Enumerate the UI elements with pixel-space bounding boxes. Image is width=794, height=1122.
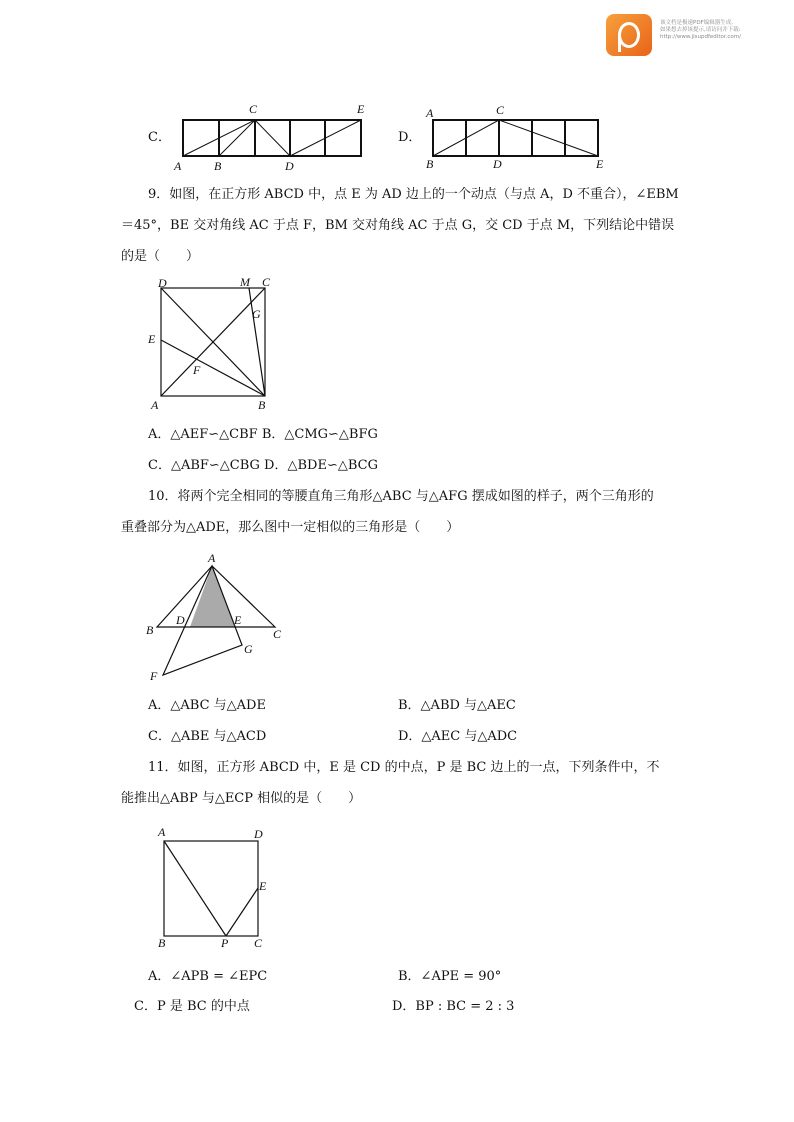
point-label: A xyxy=(158,825,166,839)
segment-bc xyxy=(219,120,255,156)
notice-line: 如果想去掉该提示,请访问并下载: xyxy=(660,27,741,33)
point-label: B xyxy=(158,936,166,950)
point-label: F xyxy=(150,669,158,683)
grid-outline xyxy=(433,120,598,156)
point-label: D xyxy=(493,157,502,171)
q11-text-line: 能推出△ABP 与△ECP 相似的是（ ） xyxy=(121,791,362,806)
q9-option-row: A．△AEF∽△CBF B．△CMG∽△BFG xyxy=(148,427,378,442)
point-label: B xyxy=(258,398,266,412)
q11-text-line: 11．如图，正方形 ABCD 中，E 是 CD 的中点，P 是 BC 边上的一点，下列条件中，不 xyxy=(148,760,660,775)
q10-text-line: 10．将两个完全相同的等腰直角三角形△ABC 与△AFG 摆成如图的样子，两个三角形的 xyxy=(148,489,654,504)
q11-option: A．∠APB = ∠EPC xyxy=(148,969,268,984)
q10-text-line: 重叠部分为△ADE，那么图中一定相似的三角形是（ ） xyxy=(121,520,460,535)
q8-figure-c xyxy=(170,98,370,174)
editor-notice xyxy=(660,20,741,41)
q10-option: D．△AEC 与△ADC xyxy=(398,729,518,744)
point-label: G xyxy=(244,642,253,656)
point-label: F xyxy=(193,363,201,377)
point-label: A xyxy=(426,106,434,120)
segment-ce xyxy=(499,120,598,156)
notice-line: http://www.jisupdfeditor.com/ xyxy=(660,34,741,40)
point-label: C xyxy=(496,103,505,117)
pdf-editor-logo xyxy=(606,14,652,56)
point-label: E xyxy=(234,613,242,627)
q9-text-line: 的是（ ） xyxy=(121,249,200,264)
shaded-triangle-ade xyxy=(190,566,235,627)
point-label: A xyxy=(151,398,159,412)
q9-text-line: 9．如图，在正方形 ABCD 中，点 E 为 AD 边上的一个动点（与点 A，D 不重合），∠EBM xyxy=(148,187,679,202)
point-label: M xyxy=(240,275,250,289)
point-label: B xyxy=(426,157,434,171)
point-label: D xyxy=(158,276,167,290)
point-label: A xyxy=(174,159,182,173)
segment-eb xyxy=(161,340,265,396)
point-label: E xyxy=(259,879,267,893)
point-label: E xyxy=(596,157,604,171)
square-abcd xyxy=(164,841,258,936)
q10-option: A．△ABC 与△ADE xyxy=(148,698,266,713)
point-label: D xyxy=(254,827,263,841)
point-label: C xyxy=(262,275,271,289)
q10-figure xyxy=(140,548,300,686)
q9-option-row: C．△ABF∽△CBG D．△BDE∽△BCG xyxy=(148,458,378,473)
point-label: C xyxy=(273,627,282,641)
q8-option-d-label: D． xyxy=(398,130,422,145)
point-label: C xyxy=(249,102,258,116)
q11-figure xyxy=(150,820,280,954)
q11-option: D．BP : BC = 2 : 3 xyxy=(392,999,515,1014)
point-label: D xyxy=(176,613,185,627)
segment-mb xyxy=(249,288,265,396)
q8-figure-d xyxy=(420,98,620,174)
notice-line: 该文档是极速PDF编辑器生成, xyxy=(660,20,733,26)
point-label: P xyxy=(221,936,229,950)
point-label: C xyxy=(254,936,263,950)
segment-cd xyxy=(255,120,290,156)
point-label: A xyxy=(208,551,216,565)
point-label: B xyxy=(146,623,154,637)
segment-pe xyxy=(226,888,258,936)
point-label: E xyxy=(357,102,365,116)
q11-option: B．∠APE = 90° xyxy=(398,969,502,984)
q10-option: B．△ABD 与△AEC xyxy=(398,698,516,713)
q10-option: C．△ABE 与△ACD xyxy=(148,729,267,744)
q9-text-line: ＝45°，BE 交对角线 AC 于点 F，BM 交对角线 AC 于点 G，交 CD 于点 M，下列结论中错误 xyxy=(121,218,675,233)
segment-ap xyxy=(164,841,226,936)
point-label: E xyxy=(148,332,156,346)
point-label: D xyxy=(285,159,294,173)
q9-figure xyxy=(140,272,290,414)
q8-option-c-label: C． xyxy=(148,130,171,145)
point-label: G xyxy=(252,307,261,321)
q11-option: C．P 是 BC 的中点 xyxy=(134,999,250,1014)
logo-p-icon xyxy=(618,22,640,48)
point-label: B xyxy=(214,159,222,173)
logo-p-stem xyxy=(618,34,621,52)
